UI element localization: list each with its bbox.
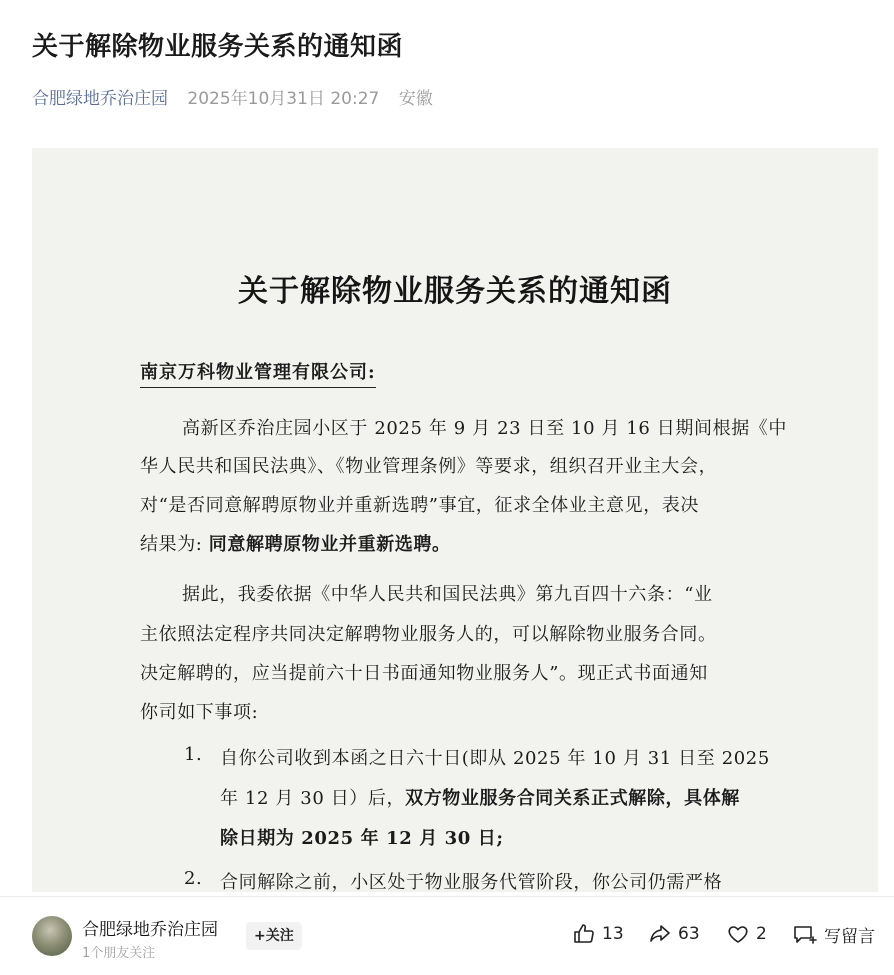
- document-line: 决定解聘的，应当提前六十日书面通知物业服务人”。现正式书面通知: [140, 663, 708, 684]
- document-line-bold: 除日期为 2025 年 12 月 30 日;: [220, 828, 504, 849]
- comment-icon: [792, 923, 818, 947]
- publish-location: 安徽: [398, 89, 433, 109]
- like-count: 13: [602, 924, 624, 944]
- thumbs-up-icon: [572, 922, 596, 946]
- share-count: 63: [678, 924, 700, 944]
- footer-account-name[interactable]: 合肥绿地乔治庄园: [82, 920, 218, 940]
- document-addressee: 南京万科物业管理有限公司:: [140, 358, 376, 388]
- document-line: [140, 530, 451, 556]
- publish-datetime: 2025年10月31日 20:27: [187, 89, 380, 109]
- document-line-text: 年 12 月 30 日）后，: [220, 788, 406, 809]
- article-title: 关于解除物业服务关系的通知函: [32, 32, 404, 62]
- document-line: 对“是否同意解聘原物业并重新选聘”事宜，征求全体业主意见，表决: [140, 495, 700, 516]
- comment-label: 写留言: [824, 927, 875, 947]
- document-line-bold: 同意解聘原物业并重新选聘。: [208, 534, 451, 555]
- document-line: 自你公司收到本函之日六十日(即从 2025 年 10 月 31 日至 2025: [220, 748, 770, 769]
- document-title: 关于解除物业服务关系的通知函: [238, 274, 672, 309]
- article-meta: [32, 84, 433, 109]
- heart-icon: [726, 922, 750, 946]
- document-line: 高新区乔治庄园小区于 2025 年 9 月 23 日至 10 月 16 日期间根据《中: [182, 418, 787, 439]
- account-link[interactable]: 合肥绿地乔治庄园: [32, 89, 168, 109]
- follow-button[interactable]: +关注: [246, 922, 302, 950]
- share-button[interactable]: [648, 922, 700, 946]
- like-button[interactable]: [572, 922, 624, 946]
- list-number: 1.: [184, 744, 203, 765]
- document-line-bold: 双方物业服务合同关系正式解除，具体解: [405, 788, 740, 809]
- document-line: 主依照法定程序共同决定解聘物业服务人的，可以解除物业服务合同。: [140, 624, 717, 645]
- footer-divider: [0, 896, 894, 897]
- avatar[interactable]: [32, 916, 72, 956]
- document-line-text: 结果为:: [140, 534, 209, 555]
- document-line: 合同解除之前，小区处于物业服务代管阶段，你公司仍需严格: [220, 872, 723, 892]
- share-arrow-icon: [648, 922, 672, 946]
- comment-button[interactable]: [792, 922, 875, 947]
- document-image: [32, 148, 878, 892]
- document-line: 你司如下事项:: [140, 702, 259, 723]
- favorite-count: 2: [756, 924, 767, 944]
- document-line: [220, 784, 740, 810]
- document-line: 华人民共和国民法典》、《物业管理条例》等要求，组织召开业主大会，: [140, 456, 718, 477]
- document-line: 据此，我委依据《中华人民共和国民法典》第九百四十六条：“业: [182, 584, 713, 605]
- favorite-button[interactable]: [726, 922, 767, 946]
- document-line: [220, 824, 504, 850]
- follower-count: 1个朋友关注: [82, 946, 156, 961]
- list-number: 2.: [184, 868, 203, 889]
